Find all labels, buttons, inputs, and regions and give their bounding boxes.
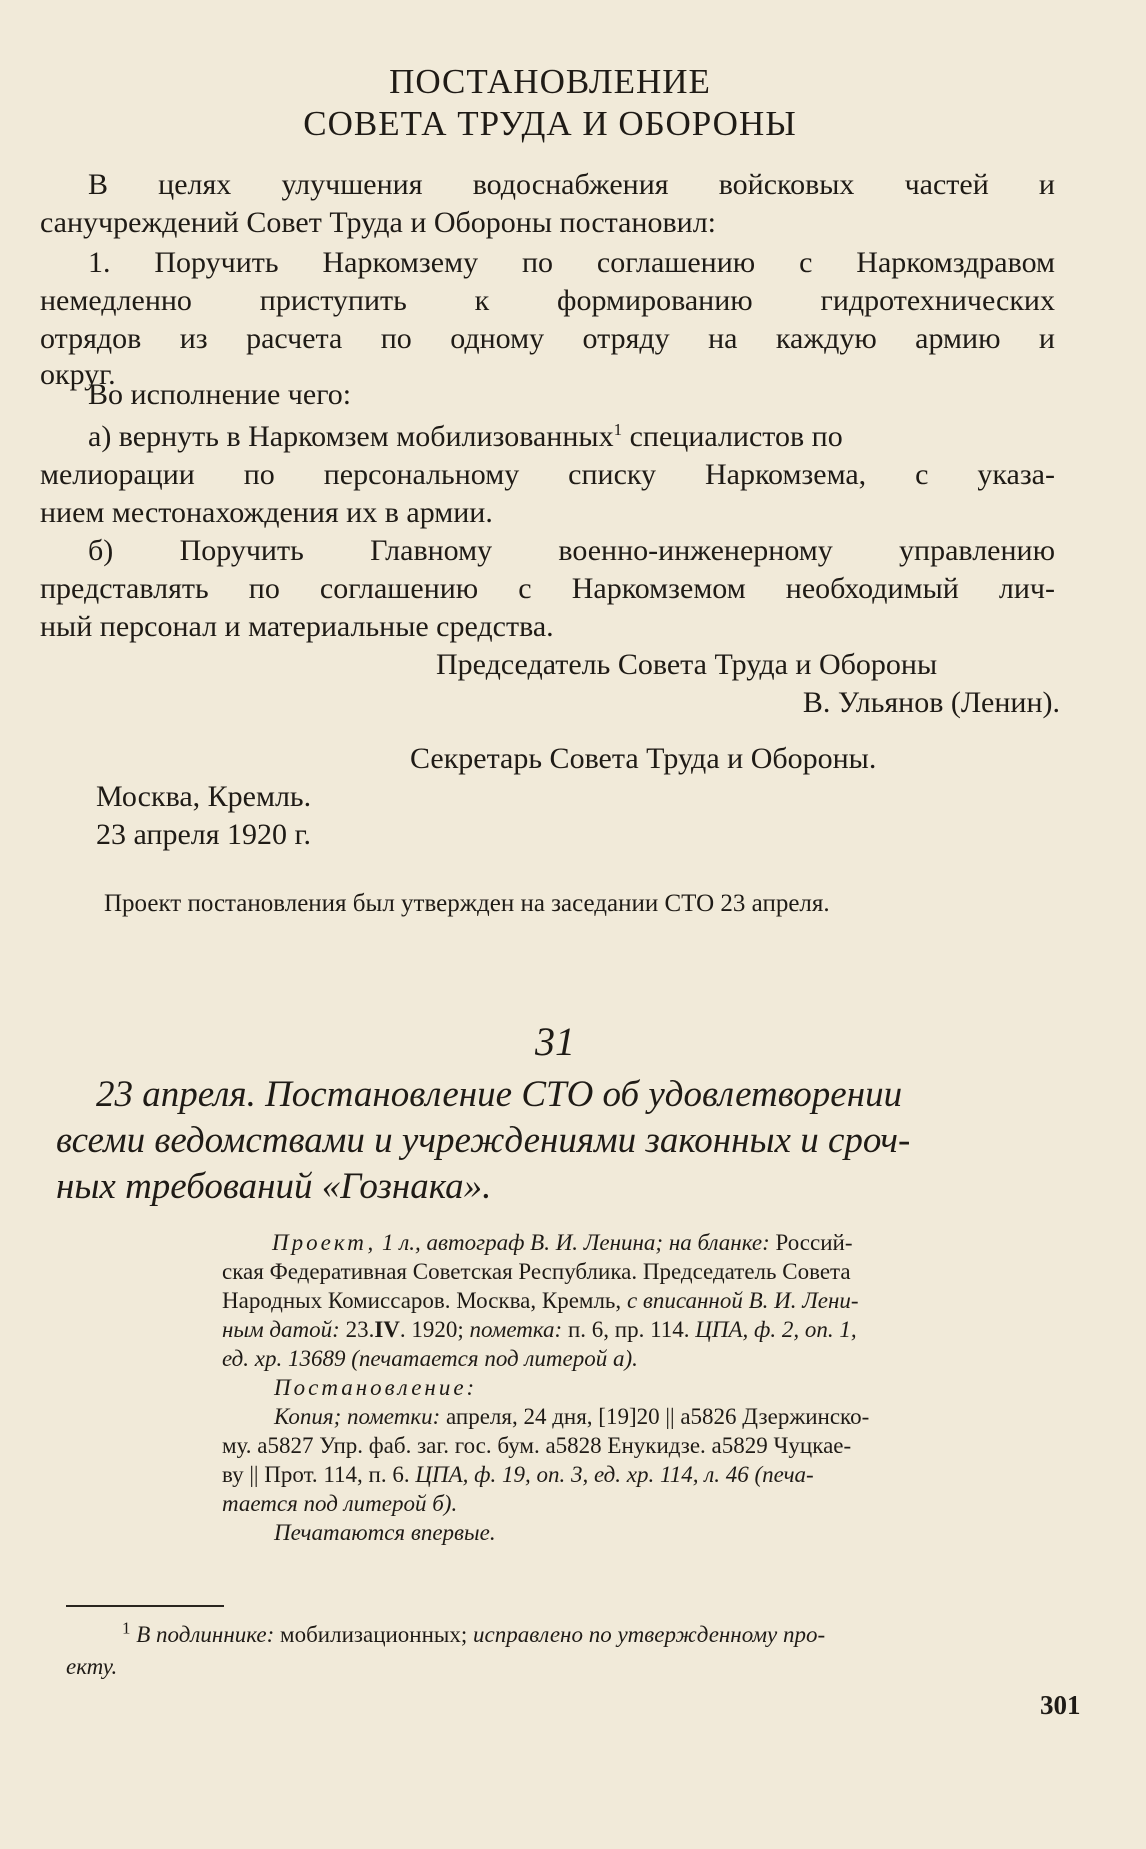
title-line-2: СОВЕТА ТРУДА И ОБОРОНЫ bbox=[303, 104, 797, 143]
point-1-line-1: 1. Поручить Наркомзему по соглашению с Наркомздравом bbox=[88, 246, 1055, 279]
source-line-11: Печатаются впервые. bbox=[274, 1520, 496, 1545]
source-line-3: Народных Комиссаров. Москва, Кремль, с вписанной В. И. Лени- bbox=[222, 1288, 859, 1313]
source-line-4: ным датой: 23.IV. 1920; пометка: п. 6, пр. 114. ЦПА, ф. 2, оп. 1, bbox=[222, 1317, 857, 1342]
point-1-line-4: округ. bbox=[40, 358, 116, 391]
point-b-line-3: ный персонал и материальные средства. bbox=[40, 610, 554, 643]
source-line-9: ву || Прот. 114, п. 6. ЦПА, ф. 19, оп. 3, ед. хр. 114, л. 46 (печа- bbox=[222, 1462, 814, 1487]
point-a-line-2: мелиорации по персональному списку Наркомзема, с указа- bbox=[40, 458, 1055, 491]
source-line-10: тается под литерой б). bbox=[222, 1491, 458, 1516]
place: Москва, Кремль. bbox=[96, 780, 312, 813]
source-line-8: му. а5827 Упр. фаб. заг. гос. бум. а5828 Енукидзе. а5829 Чуцкае- bbox=[222, 1433, 852, 1458]
intro-line-2: санучреждений Совет Труда и Обороны постановил: bbox=[40, 206, 717, 239]
footnote-line-2: екту. bbox=[66, 1654, 118, 1679]
footnote-ref: 1 bbox=[613, 420, 623, 439]
source-line-1: Проект, 1 л., автограф В. И. Ленина; на бланке: Россий- bbox=[272, 1230, 853, 1255]
source-line-7: Копия; пометки: апреля, 24 дня, [19]20 || а5826 Дзержинско- bbox=[274, 1404, 870, 1429]
source-line-5: ед. хр. 13689 (печатается под литерой а). bbox=[222, 1346, 638, 1371]
chairman-title: Председатель Совета Труда и Обороны bbox=[436, 648, 938, 681]
heading-line-1: 23 апреля. Постановление СТО об удовлетворении bbox=[96, 1074, 903, 1115]
point-a-line-3: нием местонахождения их в армии. bbox=[40, 496, 493, 529]
source-line-2: ская Федеративная Советская Республика. Председатель Совета bbox=[222, 1259, 851, 1284]
point-1-line-2: немедленно приступить к формированию гидротехнических bbox=[40, 284, 1055, 317]
heading-line-2: всеми ведомствами и учреждениями законных и сроч- bbox=[56, 1120, 911, 1161]
footnote-divider bbox=[66, 1605, 224, 1607]
point-b-line-1: б) Поручить Главному военно-инженерному управлению bbox=[88, 534, 1055, 567]
page-number: 301 bbox=[1040, 1690, 1081, 1720]
point-b-line-2: представлять по соглашению с Наркомземом необходимый лич- bbox=[40, 572, 1055, 605]
secretary-title: Секретарь Совета Труда и Обороны. bbox=[410, 742, 877, 775]
execution-line: Во исполнение чего: bbox=[88, 378, 352, 411]
source-line-6: Постановление: bbox=[274, 1375, 478, 1400]
document-number: 31 bbox=[535, 1019, 575, 1064]
footnote-line-1: $^1$ В подлиннике: мобилизационных; исправлено по утвержденному про- bbox=[122, 1618, 826, 1647]
title-line-1: ПОСТАНОВЛЕНИЕ bbox=[389, 62, 711, 101]
point-a-line-1: а) вернуть в Наркомзем мобилизованных$^1$ специалистов по bbox=[88, 420, 843, 453]
date: 23 апреля 1920 г. bbox=[96, 818, 311, 851]
point-1-line-3: отрядов из расчета по одному отряду на каждую армию и bbox=[40, 322, 1055, 355]
intro-line-1: В целях улучшения водоснабжения войсковых частей и bbox=[88, 168, 1055, 201]
heading-line-3: ных требований «Гознака». bbox=[56, 1166, 492, 1207]
signature: В. Ульянов (Ленин). bbox=[802, 686, 1060, 719]
approval-note: Проект постановления был утвержден на заседании СТО 23 апреля. bbox=[104, 890, 830, 917]
